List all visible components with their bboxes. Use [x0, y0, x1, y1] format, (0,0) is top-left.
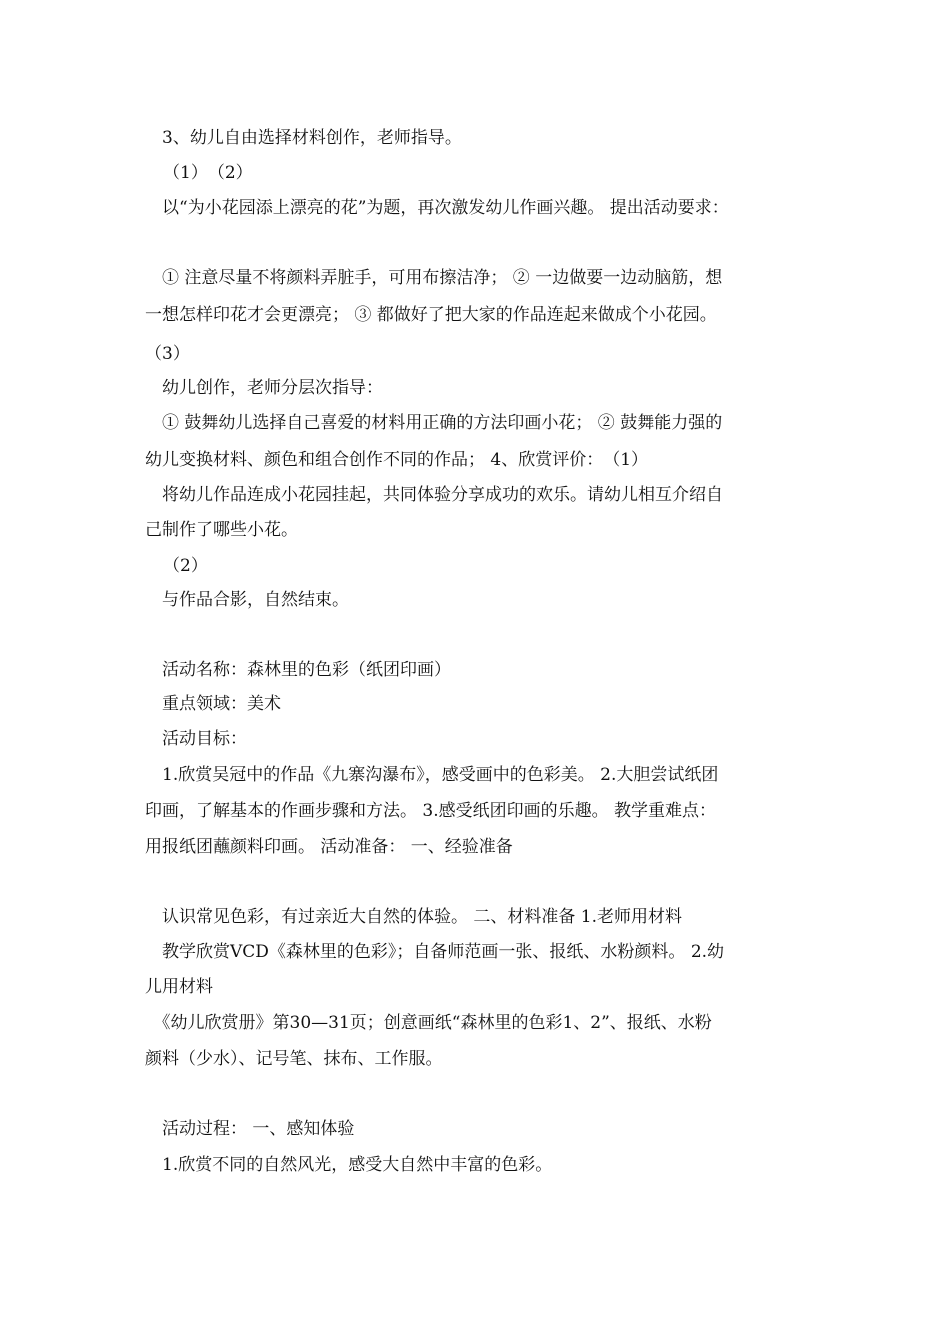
text-line: （1） （2）: [163, 163, 253, 183]
text-line: 活动目标：: [145, 729, 247, 749]
text-line: 幼儿创作，老师分层次指导：: [145, 378, 383, 398]
text-line: 活动过程： 一、感知体验: [145, 1119, 355, 1139]
text-line: 颜料（少水）、记号笔、抹布、工作服。: [145, 1049, 443, 1069]
text-line: 1.欣赏不同的自然风光，感受大自然中丰富的色彩。: [145, 1155, 553, 1175]
text-line: 印画，了解基本的作画步骤和方法。 3.感受纸团印画的乐趣。 教学重难点：: [145, 801, 717, 821]
text-line: 用报纸团蘸颜料印画。 活动准备： 一、经验准备: [145, 837, 513, 857]
text-line: （2）: [163, 556, 208, 576]
text-line: 己制作了哪些小花。: [145, 520, 298, 540]
text-line: 儿用材料: [145, 977, 213, 997]
text-line: ① 注意尽量不将颜料弄脏手，可用布擦洁净； ② 一边做要一边动脑筋，想: [145, 268, 723, 288]
text-line: 以“为小花园添上漂亮的花”为题，再次激发幼儿作画兴趣。 提出活动要求：: [145, 198, 729, 218]
text-line: 认识常见色彩，有过亲近大自然的体验。 二、材料准备 1.老师用材料: [145, 907, 683, 927]
text-line: 1.欣赏吴冠中的作品《九寨沟瀑布》，感受画中的色彩美。 2.大胆尝试纸团: [145, 765, 719, 785]
text-line: （3）: [145, 344, 190, 364]
text-line: 教学欣赏VCD《森林里的色彩》；自备师范画一张、报纸、水粉颜料。 2.幼: [145, 942, 725, 962]
text-line: 3、幼儿自由选择材料创作，老师指导。: [145, 128, 462, 148]
text-line: 重点领域：美术: [145, 694, 281, 714]
text-line: 将幼儿作品连成小花园挂起，共同体验分享成功的欢乐。请幼儿相互介绍自: [145, 485, 723, 505]
text-line: 《幼儿欣赏册》第30—31页；创意画纸“森林里的色彩1、2”、报纸、水粉: [145, 1013, 712, 1033]
text-line: 活动名称：森林里的色彩（纸团印画）: [145, 660, 451, 680]
text-line: 与作品合影，自然结束。: [145, 590, 349, 610]
text-line: ① 鼓舞幼儿选择自己喜爱的材料用正确的方法印画小花； ② 鼓舞能力强的: [145, 413, 723, 433]
text-line: 幼儿变换材料、颜色和组合创作不同的作品； 4、欣赏评价： （1）: [145, 450, 649, 470]
text-line: 一想怎样印花才会更漂亮； ③ 都做好了把大家的作品连起来做成个小花园。: [145, 305, 717, 325]
